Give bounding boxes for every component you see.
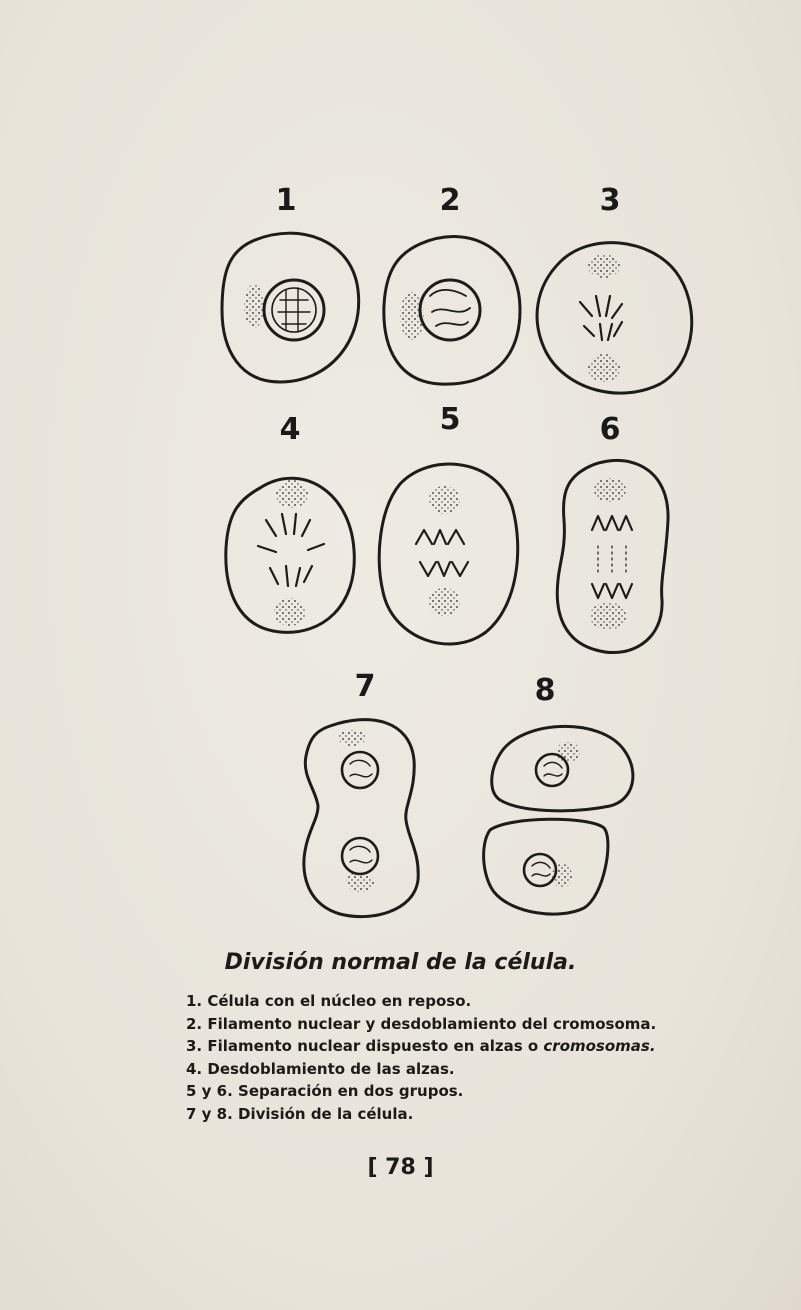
legend-item-number: 1. [186,992,203,1010]
cell-stage-2 [384,237,520,385]
stage-number-4: 4 [279,412,301,447]
stage-number-6: 6 [599,412,621,447]
legend-item [186,990,706,1013]
legend-item-italic: cromosomas. [543,1037,656,1055]
legend-item [186,1013,706,1036]
stage-number-3: 3 [599,183,621,218]
page-number: [ 78 ] [367,1155,434,1180]
legend-item-text: Separación en dos grupos. [238,1082,464,1100]
stage-number-8: 8 [534,673,556,708]
cell-stage-8 [484,726,633,914]
legend-item-number: 4. [186,1059,203,1078]
legend-item [186,1035,706,1058]
legend-item [186,1103,706,1126]
legend-item-number: 3. [186,1037,203,1055]
cell-stage-3 [537,243,692,393]
cell-stage-5 [379,464,517,644]
cell-stage-7 [304,720,418,917]
legend-item-text: Desdoblamiento de las alzas. [207,1059,455,1078]
legend-item [186,1080,706,1103]
stage-number-5: 5 [439,402,461,437]
figure-legend [186,990,706,1125]
legend-item [186,1058,706,1081]
cell-stage-1 [222,233,359,382]
figure-caption-title: División normal de la célula. [224,950,577,975]
stage-number-2: 2 [439,183,461,218]
legend-item-number: 5 y 6. [186,1082,233,1100]
legend-item-text: Filamento nuclear dispuesto en alzas o [207,1037,544,1055]
legend-item-text: División de la célula. [238,1104,414,1123]
cell-stage-4 [226,478,354,632]
stage-number-7: 7 [354,669,376,704]
cell-stage-6 [557,460,668,652]
legend-item-text: Célula con el núcleo en reposo. [207,992,472,1010]
legend-item-text: Filamento nuclear y desdoblamiento del cromosoma. [207,1014,657,1033]
stage-number-1: 1 [275,183,297,218]
legend-item-number: 2. [186,1014,203,1033]
legend-item-number: 7 y 8. [186,1104,233,1123]
